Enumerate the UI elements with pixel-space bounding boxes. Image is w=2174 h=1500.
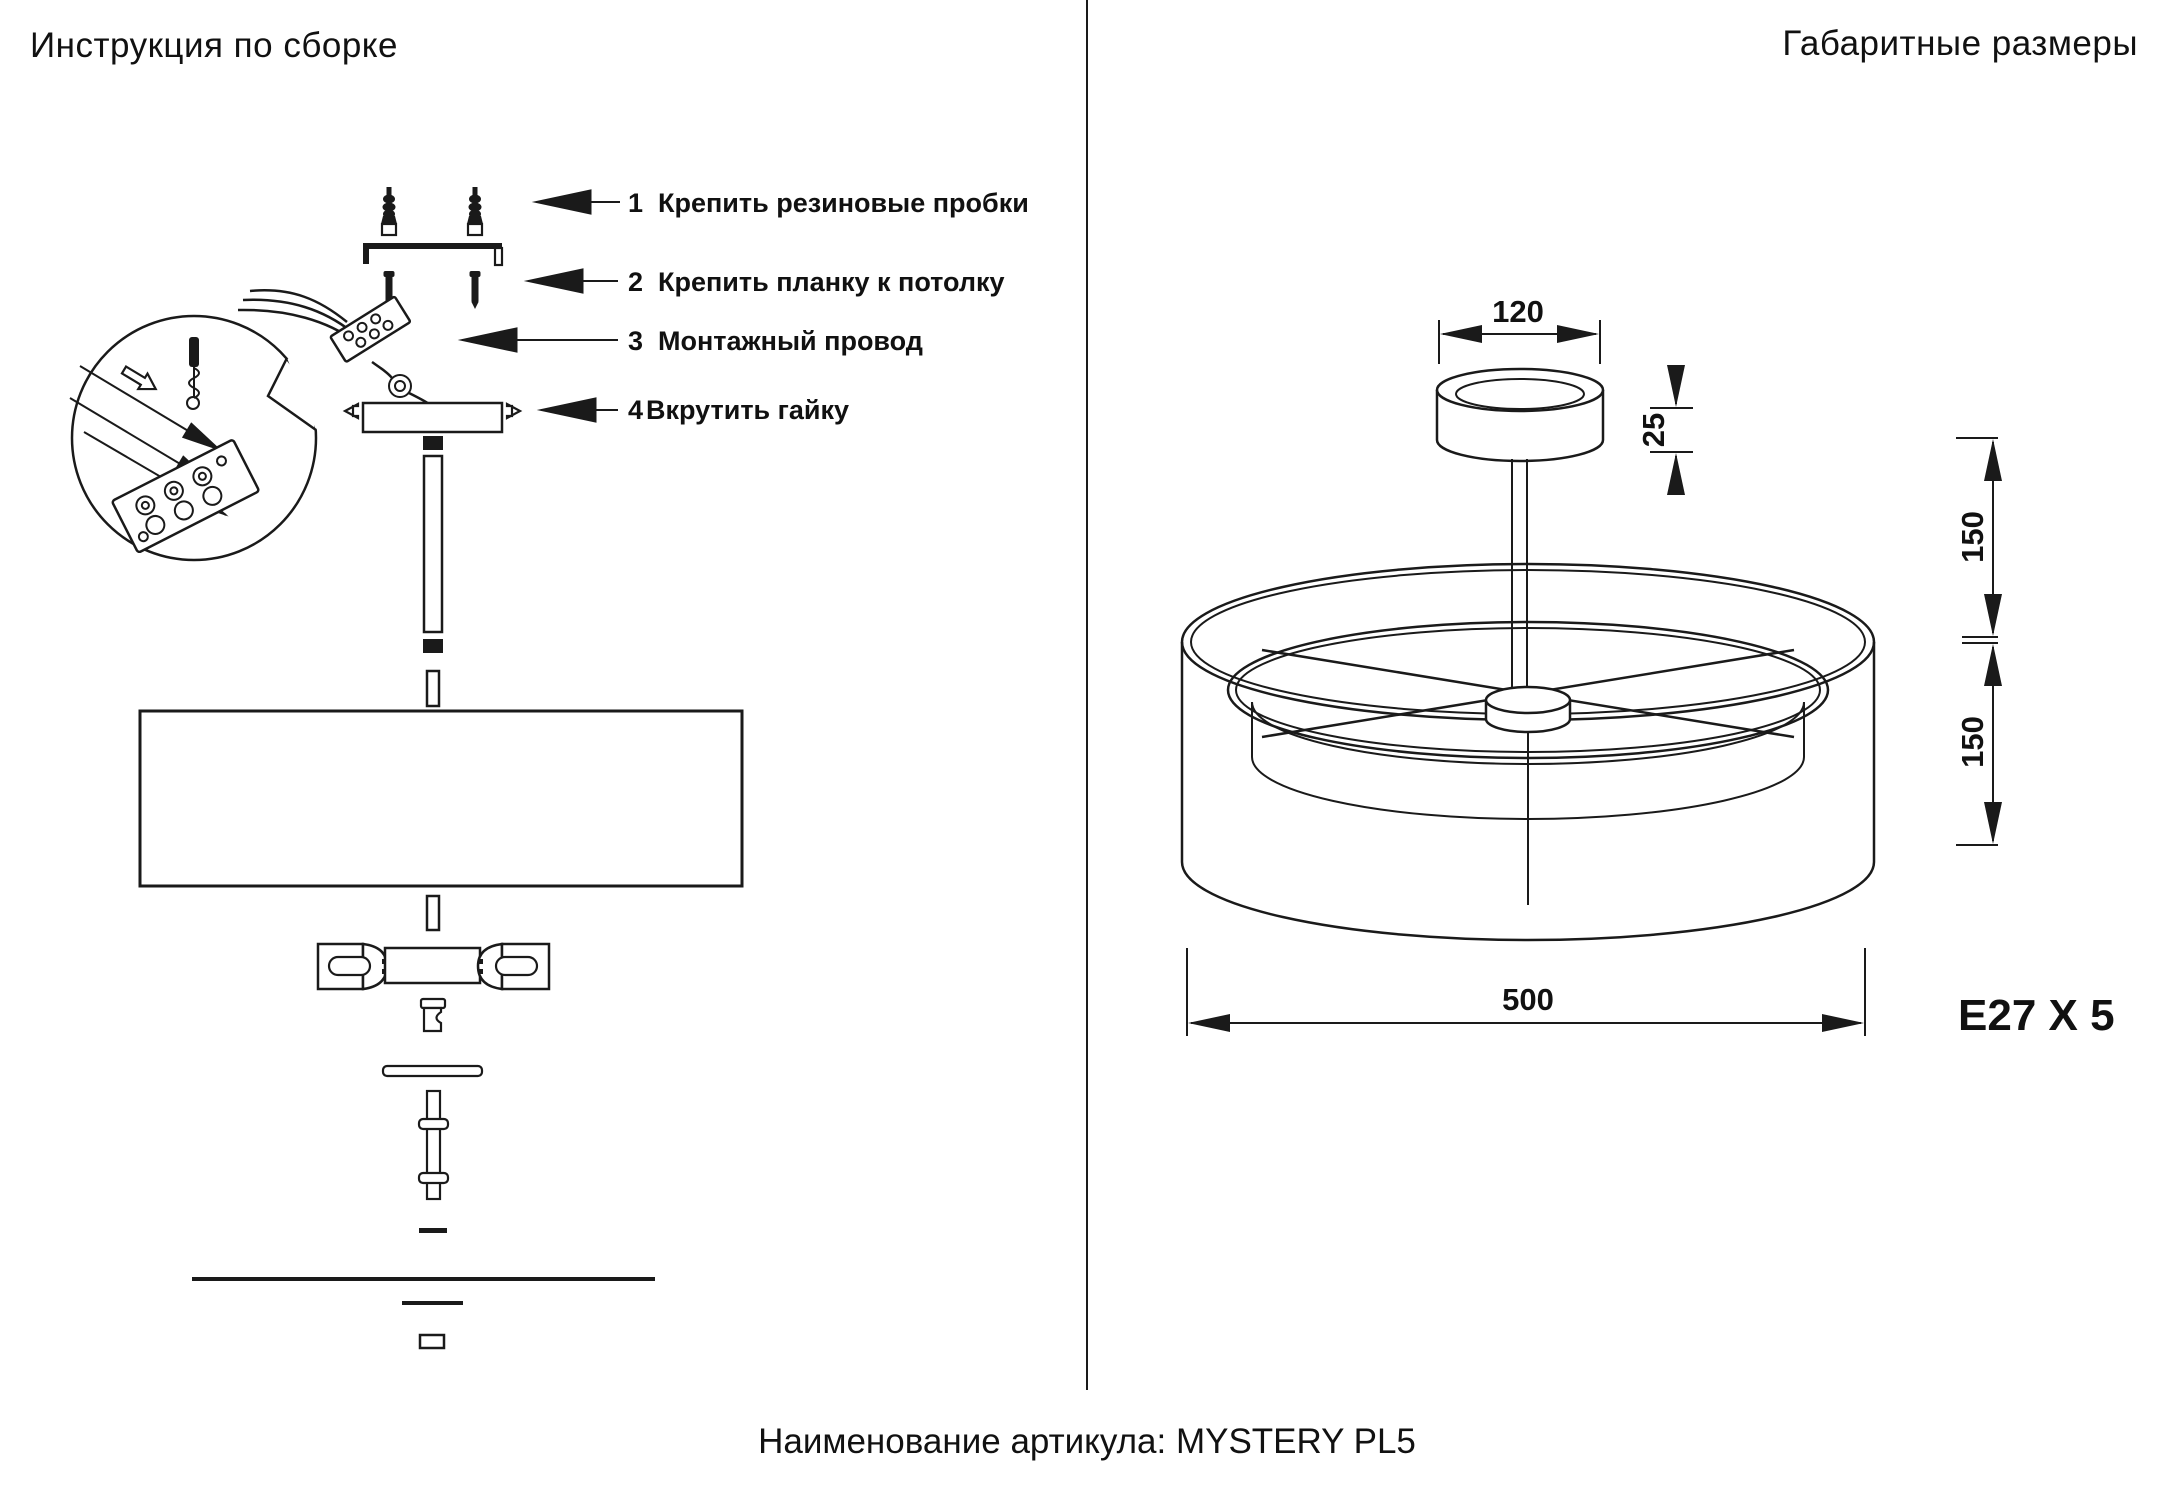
screw-detail-icon <box>187 337 199 409</box>
connector-sleeve-lower <box>427 896 439 930</box>
detail-circle <box>70 316 345 560</box>
dim-500-text: 500 <box>1502 982 1554 1017</box>
right-panel-title: Габаритные размеры <box>1782 24 2138 63</box>
callout-2-number: 2 <box>628 267 644 297</box>
square-nut-lower <box>423 639 443 653</box>
stem-3d-icon <box>1512 459 1527 688</box>
terminal-block-detail-icon <box>112 439 260 552</box>
threaded-stem-icon <box>419 1091 448 1199</box>
hanger-rod <box>424 456 442 632</box>
dim-120-text: 120 <box>1492 294 1544 329</box>
hub-icon <box>1486 687 1570 905</box>
lamp-spec-label: E27 X 5 <box>1958 991 2115 1040</box>
shade-side-view <box>140 711 742 886</box>
dim-rod-length <box>1955 438 1998 637</box>
dim-25-text: 25 <box>1636 412 1671 448</box>
dim-150-lower-text: 150 <box>1955 716 1990 768</box>
locking-nut-icon <box>421 999 445 1031</box>
right-side-bolt-icon <box>507 404 520 418</box>
callout-arrows <box>462 202 620 410</box>
end-cap <box>420 1335 444 1348</box>
left-panel-title: Инструкция по сборке <box>30 26 398 65</box>
stem-tip-mark <box>419 1228 447 1233</box>
callout-2-label: Крепить планку к потолку <box>658 267 1005 297</box>
diffuser-plate <box>383 1066 482 1076</box>
dim-150-upper-text: 150 <box>1955 511 1990 563</box>
canopy-3d-icon <box>1437 369 1603 461</box>
square-nut-upper <box>423 436 443 450</box>
assembly-diagram <box>70 187 1029 1348</box>
mounting-bar-icon <box>363 246 502 265</box>
callout-1-number: 1 <box>628 188 644 218</box>
dimension-drawing <box>1182 294 2115 1040</box>
callout-3-number: 3 <box>628 326 644 356</box>
dim-shade-height <box>1955 643 1998 845</box>
dim-canopy-height <box>1636 372 1693 488</box>
callout-4-label: Вкрутить гайку <box>646 395 850 425</box>
canopy-plate-icon <box>345 403 520 432</box>
assembly-baseline <box>192 1277 655 1281</box>
dim-canopy-width <box>1439 294 1600 364</box>
article-name-footer: Наименование артикула: MYSTERY PL5 <box>758 1422 1416 1461</box>
left-side-bolt-icon <box>345 404 358 418</box>
direction-arrow-icon <box>119 362 160 396</box>
dim-shade-diameter <box>1187 948 1865 1036</box>
callout-1-label: Крепить резиновые пробки <box>658 188 1029 218</box>
connector-sleeve-upper <box>427 671 439 706</box>
callout-labels <box>628 188 1029 425</box>
callout-4-number: 4 <box>628 395 644 425</box>
rubber-plugs-icon <box>381 187 483 235</box>
bulb-assembly-icon <box>318 944 549 989</box>
callout-3-label: Монтажный провод <box>658 326 923 356</box>
center-mark-line <box>402 1301 463 1305</box>
